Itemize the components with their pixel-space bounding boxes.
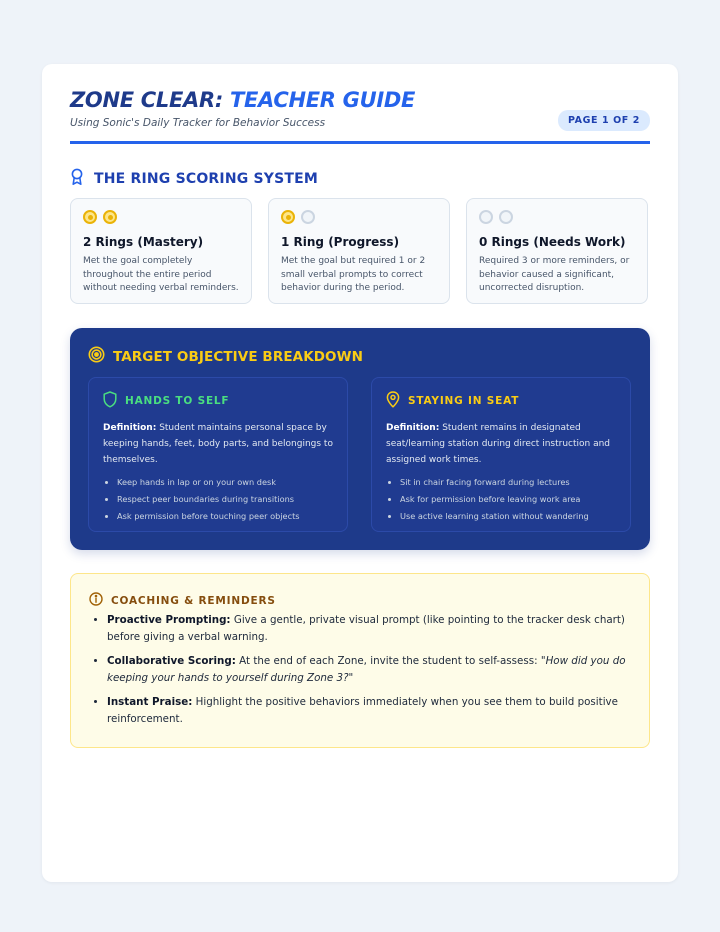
tip-quote: "How did you do keeping your hands to yourself during Zone 3?" <box>107 655 626 684</box>
target-objective-panel <box>70 328 650 550</box>
objective-definition <box>386 420 616 468</box>
ring-indicators <box>281 210 437 228</box>
coaching-list <box>91 612 647 735</box>
objective-bullets <box>386 474 616 525</box>
objective-bullets <box>103 474 333 525</box>
tip-label: Collaborative Scoring: <box>107 655 236 667</box>
ring-card-progress <box>268 198 450 304</box>
objective-heading <box>103 390 333 412</box>
ring-filled-icon <box>281 210 295 224</box>
title-accent: TEACHER GUIDE <box>229 88 416 112</box>
objective-card-hands-to-self <box>88 377 348 532</box>
tip-text: Give a gentle, private visual prompt (like pointing to the tracker desk chart) before giving a verbal warning. <box>107 614 625 643</box>
award-icon <box>70 168 84 190</box>
tip-label: Instant Praise: <box>107 696 193 708</box>
definition-label: Definition: <box>103 423 157 433</box>
guide-page <box>42 64 678 882</box>
tip-text: At the end of each Zone, invite the student to self-assess: <box>235 655 541 667</box>
target-icon <box>88 346 105 367</box>
objective-heading <box>386 390 616 412</box>
ring-empty-icon <box>499 210 513 224</box>
list-item <box>107 694 647 728</box>
list-item: • Respect peer boundaries during transitions <box>117 491 333 508</box>
list-item <box>107 653 647 687</box>
ring-system-title: THE RING SCORING SYSTEM <box>94 171 319 187</box>
coaching-title: COACHING & REMINDERS <box>111 594 276 607</box>
card-title: 2 Rings (Mastery) <box>83 235 204 249</box>
ring-empty-icon <box>479 210 493 224</box>
list-item <box>107 612 647 646</box>
list-item: • Ask for permission before leaving work area <box>400 491 616 508</box>
tip-label: Proactive Prompting: <box>107 614 231 626</box>
list-item: • Use active learning station without wandering <box>400 508 616 525</box>
target-objective-title: TARGET OBJECTIVE BREAKDOWN <box>113 348 364 365</box>
shield-icon <box>103 391 117 412</box>
objective-title: STAYING IN SEAT <box>408 395 520 407</box>
card-description: Required 3 or more reminders, or behavior caused a significant, uncorrected disruption. <box>479 256 630 293</box>
ring-indicators <box>83 210 239 228</box>
card-description: Met the goal but required 1 or 2 small verbal prompts to correct behavior during the period. <box>281 256 426 293</box>
objective-card-staying-in-seat <box>371 377 631 532</box>
ring-filled-icon <box>103 210 117 224</box>
definition-text: Student maintains personal space by keeping hands, feet, body parts, and belongings to themselves. <box>103 423 333 465</box>
ring-card-mastery <box>70 198 252 304</box>
tip-text: Highlight the positive behaviors immediately when you see them to build positive reinforcement. <box>107 696 618 725</box>
ring-card-needs-work <box>466 198 648 304</box>
objective-title: HANDS TO SELF <box>125 395 230 407</box>
page-number-badge: PAGE 1 OF 2 <box>558 110 650 131</box>
ring-empty-icon <box>301 210 315 224</box>
page-subtitle: Using Sonic's Daily Tracker for Behavior Success <box>70 117 326 129</box>
map-pin-icon <box>386 391 400 412</box>
ring-system-heading <box>70 168 318 190</box>
list-item: • Ask permission before touching peer objects <box>117 508 333 525</box>
card-title: 0 Rings (Needs Work) <box>479 235 626 249</box>
info-icon <box>89 591 103 610</box>
list-item: • Sit in chair facing forward during lectures <box>400 474 616 491</box>
ring-indicators <box>479 210 635 228</box>
title-main: ZONE CLEAR: <box>70 88 230 112</box>
definition-text: Student remains in designated seat/learning station during direct instruction and assigned work times. <box>386 423 611 465</box>
target-objective-heading <box>88 346 363 367</box>
list-item: • Keep hands in lap or on your own desk <box>117 474 333 491</box>
page-title <box>70 88 415 112</box>
ring-filled-icon <box>83 210 97 224</box>
coaching-heading <box>89 591 276 610</box>
header-divider <box>70 141 650 144</box>
card-description: Met the goal completely throughout the entire period without needing verbal reminders. <box>83 256 239 293</box>
definition-label: Definition: <box>386 423 440 433</box>
card-title: 1 Ring (Progress) <box>281 235 400 249</box>
objective-definition <box>103 420 333 468</box>
coaching-panel <box>70 573 650 748</box>
